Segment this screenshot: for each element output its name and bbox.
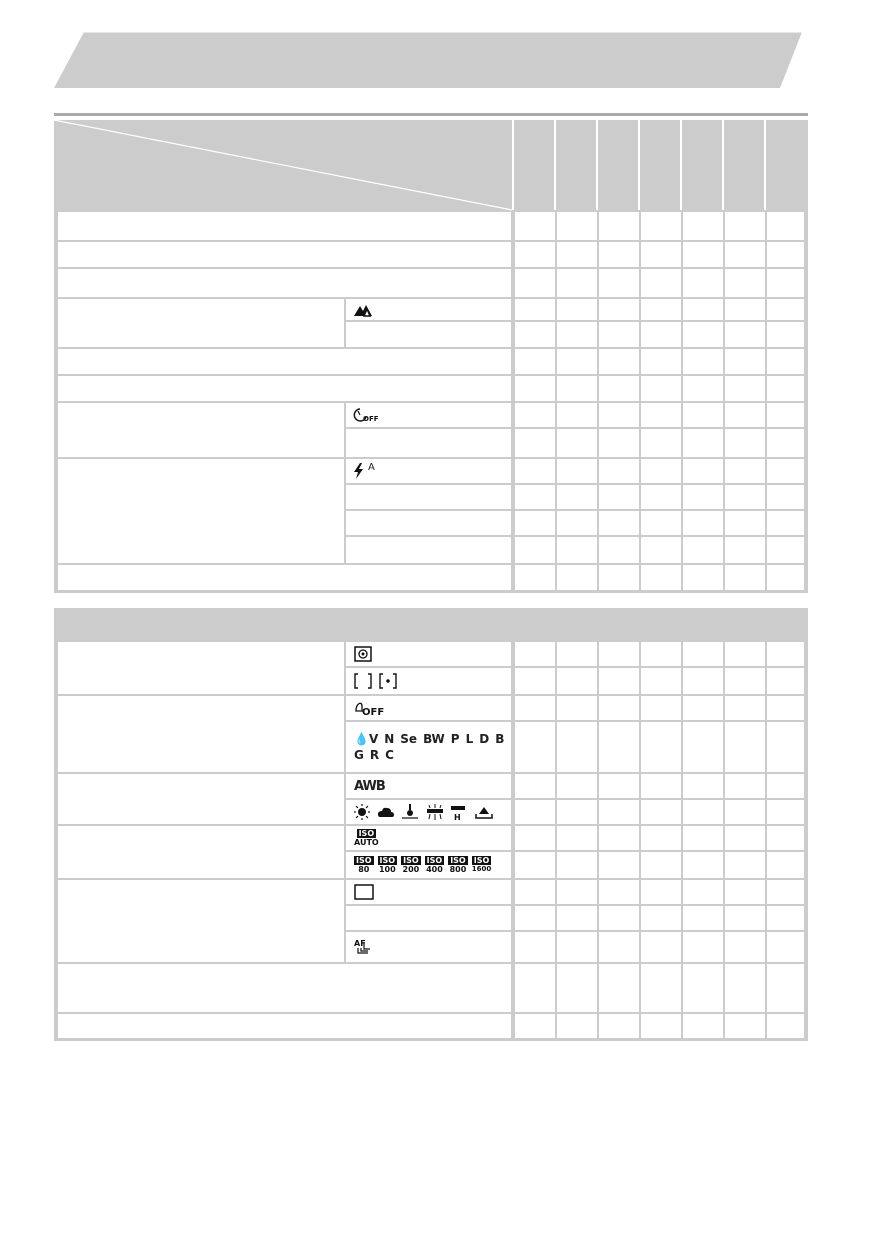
mode-cell bbox=[599, 932, 639, 962]
mode-cell bbox=[515, 880, 555, 904]
mode-cell bbox=[767, 800, 804, 824]
mode-cell bbox=[683, 906, 723, 930]
table-row bbox=[54, 563, 808, 590]
my-colors-off-icon bbox=[354, 696, 385, 720]
mode-cell bbox=[515, 800, 555, 824]
mode-cell bbox=[725, 642, 765, 666]
mode-cell bbox=[599, 964, 639, 1012]
mode-cell bbox=[767, 880, 804, 904]
option-cell bbox=[346, 696, 511, 720]
mode-cell bbox=[683, 800, 723, 824]
table-row bbox=[54, 1012, 808, 1038]
mode-cell bbox=[725, 269, 765, 297]
mode-cell bbox=[683, 459, 723, 483]
mode-cell bbox=[683, 964, 723, 1012]
mode-cell bbox=[683, 269, 723, 297]
mode-cell bbox=[641, 800, 681, 824]
flash-auto-label: A bbox=[368, 461, 375, 473]
option-cell bbox=[346, 880, 511, 904]
mode-cell bbox=[641, 511, 681, 535]
mode-cell bbox=[683, 299, 723, 320]
iso-auto-icon: ISO AUTO bbox=[354, 829, 379, 847]
mode-cell bbox=[683, 826, 723, 850]
option-cell bbox=[346, 932, 511, 962]
mode-cell bbox=[515, 429, 555, 457]
mode-cell bbox=[767, 1014, 804, 1038]
mode-cell bbox=[557, 800, 597, 824]
mode-cell bbox=[641, 774, 681, 798]
mode-cell bbox=[767, 242, 804, 267]
table-row bbox=[54, 267, 808, 297]
mode-cell bbox=[557, 722, 597, 772]
mode-cell bbox=[599, 722, 639, 772]
mode-cell bbox=[599, 269, 639, 297]
mode-cell bbox=[725, 403, 765, 427]
mode-cell bbox=[641, 299, 681, 320]
mode-cell bbox=[725, 932, 765, 962]
option-cell bbox=[346, 485, 511, 509]
center-spot-metering-icon bbox=[354, 668, 400, 694]
mode-cell bbox=[599, 212, 639, 240]
mode-cell bbox=[641, 826, 681, 850]
mode-cell bbox=[641, 269, 681, 297]
table-row bbox=[54, 772, 808, 824]
mode-cell bbox=[767, 964, 804, 1012]
mode-cell bbox=[515, 1014, 555, 1038]
table-row bbox=[54, 962, 808, 1012]
option-cell bbox=[346, 852, 511, 878]
evaluative-metering-icon bbox=[354, 642, 372, 666]
mode-cell bbox=[515, 269, 555, 297]
table-row bbox=[54, 694, 808, 772]
mode-cell bbox=[599, 322, 639, 347]
mode-cell bbox=[557, 403, 597, 427]
mode-cell bbox=[557, 269, 597, 297]
option-cell bbox=[346, 299, 511, 320]
option-cell bbox=[346, 722, 511, 772]
row-label-cell bbox=[58, 880, 344, 962]
mode-cell bbox=[767, 459, 804, 483]
mode-cell bbox=[515, 511, 555, 535]
mode-cell bbox=[641, 642, 681, 666]
row-label-cell bbox=[58, 403, 344, 457]
mode-cell bbox=[767, 696, 804, 720]
option-cell bbox=[346, 403, 511, 427]
mode-cell bbox=[641, 852, 681, 878]
mode-cell bbox=[725, 299, 765, 320]
mode-cell bbox=[725, 322, 765, 347]
row-label-cell bbox=[58, 964, 511, 1012]
header-rule bbox=[54, 113, 808, 116]
mode-cell bbox=[599, 511, 639, 535]
row-label-cell bbox=[58, 459, 344, 563]
mode-cell bbox=[767, 299, 804, 320]
mode-cell bbox=[599, 880, 639, 904]
mode-cell bbox=[683, 322, 723, 347]
settings-table-2 bbox=[54, 608, 808, 1041]
option-cell bbox=[346, 511, 511, 535]
mode-cell bbox=[683, 696, 723, 720]
mode-cell bbox=[683, 429, 723, 457]
mode-cell bbox=[557, 537, 597, 563]
mode-cell bbox=[641, 459, 681, 483]
single-shot-icon bbox=[354, 880, 374, 904]
mode-cell bbox=[515, 826, 555, 850]
option-cell bbox=[346, 774, 511, 798]
awb-label: AWB bbox=[354, 778, 385, 794]
mode-cell bbox=[641, 485, 681, 509]
mode-cell bbox=[515, 537, 555, 563]
row-label-cell bbox=[58, 642, 344, 694]
continuous-af-icon bbox=[354, 932, 374, 962]
option-cell bbox=[346, 800, 511, 824]
mode-cell bbox=[641, 376, 681, 401]
mode-cell bbox=[683, 537, 723, 563]
row-label-cell bbox=[58, 1014, 511, 1038]
mode-cell bbox=[599, 403, 639, 427]
mode-cell bbox=[683, 565, 723, 590]
mode-cell bbox=[515, 642, 555, 666]
mode-cell bbox=[767, 565, 804, 590]
table-row bbox=[54, 240, 808, 267]
mode-cell bbox=[599, 1014, 639, 1038]
mode-cell bbox=[767, 511, 804, 535]
mode-cell bbox=[599, 242, 639, 267]
mode-cell bbox=[557, 459, 597, 483]
mode-cell bbox=[557, 429, 597, 457]
mode-cell bbox=[683, 212, 723, 240]
mode-cell bbox=[599, 349, 639, 374]
mode-cell bbox=[557, 964, 597, 1012]
mode-cell bbox=[767, 429, 804, 457]
mode-cell bbox=[725, 376, 765, 401]
mode-cell bbox=[599, 459, 639, 483]
mode-cell bbox=[725, 565, 765, 590]
mode-cell bbox=[641, 537, 681, 563]
mode-cell bbox=[641, 722, 681, 772]
option-cell bbox=[346, 826, 511, 850]
table-row bbox=[54, 401, 808, 457]
mode-cell bbox=[767, 906, 804, 930]
mode-cell bbox=[515, 212, 555, 240]
header-banner bbox=[0, 0, 894, 100]
mode-cell bbox=[599, 852, 639, 878]
option-cell bbox=[346, 642, 511, 666]
my-colors-presets-icon: 💧V N Se BW P L D B G R C bbox=[354, 732, 505, 762]
mode-cell bbox=[599, 376, 639, 401]
table-header-diagonal bbox=[54, 120, 808, 210]
mode-cell bbox=[515, 932, 555, 962]
table-row bbox=[54, 347, 808, 374]
mode-cell bbox=[767, 537, 804, 563]
mode-cell bbox=[725, 485, 765, 509]
section-header bbox=[54, 608, 808, 642]
mode-cell bbox=[515, 696, 555, 720]
mode-cell bbox=[725, 774, 765, 798]
mode-cell bbox=[557, 906, 597, 930]
mode-cell bbox=[515, 322, 555, 347]
mode-cell bbox=[725, 349, 765, 374]
mode-cell bbox=[515, 459, 555, 483]
mode-cell bbox=[557, 349, 597, 374]
mode-cell bbox=[599, 668, 639, 694]
row-label-cell bbox=[58, 269, 511, 297]
mode-cell bbox=[641, 964, 681, 1012]
mode-cell bbox=[515, 852, 555, 878]
mode-cell bbox=[515, 906, 555, 930]
svg-text:OFF: OFF bbox=[363, 415, 379, 423]
mode-cell bbox=[557, 485, 597, 509]
mode-cell bbox=[515, 349, 555, 374]
row-label-cell bbox=[58, 696, 344, 772]
mode-cell bbox=[557, 880, 597, 904]
option-cell bbox=[346, 459, 511, 483]
mode-cell bbox=[725, 459, 765, 483]
mode-cell bbox=[683, 722, 723, 772]
option-cell bbox=[346, 668, 511, 694]
mode-cell bbox=[641, 212, 681, 240]
mode-cell bbox=[725, 696, 765, 720]
row-label-cell bbox=[58, 565, 511, 590]
mode-cell bbox=[683, 485, 723, 509]
table-row bbox=[54, 210, 808, 240]
mode-cell bbox=[641, 696, 681, 720]
mode-cell bbox=[683, 880, 723, 904]
mode-cell bbox=[641, 429, 681, 457]
mode-cell bbox=[725, 668, 765, 694]
table-row bbox=[54, 374, 808, 401]
mode-cell bbox=[767, 642, 804, 666]
mode-cell bbox=[515, 565, 555, 590]
mode-cell bbox=[767, 212, 804, 240]
mode-cell bbox=[557, 852, 597, 878]
mode-cell bbox=[683, 642, 723, 666]
self-timer-off-icon bbox=[354, 403, 379, 427]
option-cell bbox=[346, 906, 511, 930]
mode-cell bbox=[557, 565, 597, 590]
awb-icon bbox=[354, 774, 385, 798]
table-row bbox=[54, 457, 808, 563]
mode-cell bbox=[557, 774, 597, 798]
mode-cell bbox=[557, 668, 597, 694]
mode-cell bbox=[557, 511, 597, 535]
mode-cell bbox=[767, 349, 804, 374]
mode-cell bbox=[515, 242, 555, 267]
mode-cell bbox=[599, 800, 639, 824]
mode-cell bbox=[641, 349, 681, 374]
mode-cell bbox=[641, 906, 681, 930]
landscape-mountain-icon bbox=[354, 299, 374, 320]
mode-cell bbox=[767, 322, 804, 347]
table-row bbox=[54, 878, 808, 962]
mode-cell bbox=[599, 826, 639, 850]
option-cell bbox=[346, 537, 511, 563]
mode-cell bbox=[599, 906, 639, 930]
mode-cell bbox=[557, 696, 597, 720]
mode-cell bbox=[767, 932, 804, 962]
svg-text:AF: AF bbox=[354, 939, 366, 948]
mode-cell bbox=[641, 322, 681, 347]
mode-cell bbox=[725, 964, 765, 1012]
mode-cell bbox=[725, 242, 765, 267]
svg-text:OFF: OFF bbox=[362, 707, 385, 718]
table-row bbox=[54, 824, 808, 878]
mode-cell bbox=[515, 774, 555, 798]
mode-cell bbox=[641, 1014, 681, 1038]
mode-cell bbox=[683, 242, 723, 267]
mode-cell bbox=[515, 376, 555, 401]
mode-cell bbox=[683, 852, 723, 878]
mode-cell bbox=[767, 774, 804, 798]
row-label-cell bbox=[58, 826, 344, 878]
row-label-cell bbox=[58, 212, 511, 240]
mode-cell bbox=[725, 1014, 765, 1038]
mode-cell bbox=[515, 964, 555, 1012]
white-balance-presets-icon bbox=[354, 800, 504, 824]
mode-cell bbox=[767, 826, 804, 850]
mode-cell bbox=[767, 722, 804, 772]
mode-cell bbox=[641, 668, 681, 694]
mode-cell bbox=[557, 826, 597, 850]
table-row bbox=[54, 640, 808, 694]
row-label-cell bbox=[58, 299, 344, 347]
mode-cell bbox=[557, 932, 597, 962]
row-label-cell bbox=[58, 774, 344, 824]
mode-cell bbox=[599, 485, 639, 509]
mode-cell bbox=[725, 511, 765, 535]
mode-cell bbox=[767, 269, 804, 297]
mode-cell bbox=[557, 1014, 597, 1038]
flash-auto-icon bbox=[354, 459, 375, 483]
row-label-cell bbox=[58, 376, 511, 401]
mode-cell bbox=[725, 880, 765, 904]
mode-cell bbox=[725, 800, 765, 824]
mode-cell bbox=[725, 906, 765, 930]
mode-cell bbox=[599, 565, 639, 590]
mode-cell bbox=[599, 696, 639, 720]
mode-cell bbox=[557, 242, 597, 267]
mode-cell bbox=[767, 852, 804, 878]
svg-text:H: H bbox=[454, 813, 461, 822]
mode-cell bbox=[515, 668, 555, 694]
mode-cell bbox=[641, 932, 681, 962]
mode-cell bbox=[599, 537, 639, 563]
mode-cell bbox=[641, 565, 681, 590]
mode-cell bbox=[767, 403, 804, 427]
mode-cell bbox=[767, 485, 804, 509]
mode-cell bbox=[641, 242, 681, 267]
mode-cell bbox=[515, 403, 555, 427]
mode-cell bbox=[683, 1014, 723, 1038]
row-label-cell bbox=[58, 349, 511, 374]
mode-cell bbox=[725, 429, 765, 457]
settings-table-1 bbox=[54, 120, 808, 593]
mode-cell bbox=[641, 880, 681, 904]
mode-cell bbox=[557, 642, 597, 666]
mode-cell bbox=[725, 722, 765, 772]
mode-cell bbox=[683, 376, 723, 401]
mode-cell bbox=[725, 826, 765, 850]
mode-cell bbox=[599, 429, 639, 457]
mode-cell bbox=[725, 537, 765, 563]
mode-cell bbox=[599, 299, 639, 320]
iso-values-icon: ISO 80 ISO 100 ISO 200 ISO 400 ISO 800 ISO 1600 bbox=[356, 856, 492, 874]
option-cell bbox=[346, 322, 511, 347]
mode-cell bbox=[683, 774, 723, 798]
mode-cell bbox=[725, 852, 765, 878]
mode-cell bbox=[557, 212, 597, 240]
mode-cell bbox=[683, 668, 723, 694]
mode-cell bbox=[641, 403, 681, 427]
mode-cell bbox=[767, 376, 804, 401]
mode-cell bbox=[557, 376, 597, 401]
mode-cell bbox=[599, 774, 639, 798]
option-cell bbox=[346, 429, 511, 457]
mode-cell bbox=[515, 299, 555, 320]
row-label-cell bbox=[58, 242, 511, 267]
mode-cell bbox=[683, 511, 723, 535]
mode-cell bbox=[683, 349, 723, 374]
mode-cell bbox=[515, 485, 555, 509]
mode-cell bbox=[515, 722, 555, 772]
mode-cell bbox=[767, 668, 804, 694]
mode-cell bbox=[557, 299, 597, 320]
mode-cell bbox=[725, 212, 765, 240]
mode-cell bbox=[683, 403, 723, 427]
mode-cell bbox=[599, 642, 639, 666]
table-row bbox=[54, 297, 808, 347]
mode-cell bbox=[683, 932, 723, 962]
mode-cell bbox=[557, 322, 597, 347]
